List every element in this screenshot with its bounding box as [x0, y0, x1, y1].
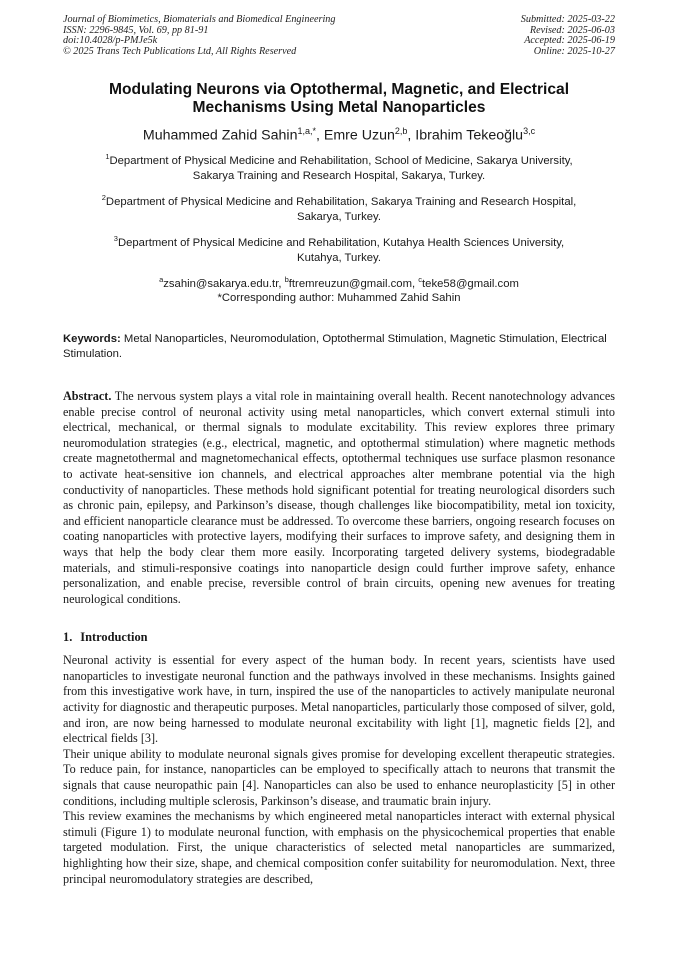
journal-copyright: © 2025 Trans Tech Publications Ltd, All Rights Reserved — [63, 45, 297, 57]
body-paragraph: Neuronal activity is essential for every aspect of the human body. In recent years, scientists have used nanoparticles to investigate neuronal function and the pathways involved in these mechanisms. Insights gained from this investigative work have, in turn, inspired the use of the nanoparticles to actively manipulate neuronal activity for diagnostic and therapeutic purposes. Metal nanoparticles, particularly those composed of silver, gold, and iron, are now being harnessed to modulate neuronal excitability with light [1], magnetic fields [2], and electrical fields [3]. — [63, 653, 615, 746]
journal-doi: doi:10.4028/p-PMJe5k — [63, 35, 158, 47]
affiliation-item — [63, 190, 615, 225]
email-link[interactable]: teke58@gmail.com — [422, 277, 519, 290]
affiliation-number: 3 — [113, 234, 118, 244]
section-number: 1. — [63, 630, 73, 645]
author-list — [63, 122, 615, 145]
body-paragraph: Their unique ability to modulate neuronal signals gives promise for developing excellent therapeutic strategies. To reduce pain, for instance, nanoparticles can be employed to specifically attach to neurons that transmit the signals that cause neuropathic pain [4]. Nanoparticles can also be used to enhance neuroplasticity [5] in other conditions, including multiple sclerosis, Parkinson’s disease, and traumatic brain injury. — [63, 746, 615, 808]
keywords — [63, 332, 615, 362]
affiliation-line: Sakarya Training and Research Hospital, Sakarya, Turkey. — [192, 170, 486, 183]
body-paragraph: This review examines the mechanisms by which engineered metal nanoparticles interact with external physical stimuli (Figure 1) to modulate neuronal function, with emphasis on the physicochemical properties that enable targeted modulation. First, the unique characteristics of selected metal nanoparticles are summarized, highlighting how their size, shape, and chemical composition confer suitability for neuromodulation. Next, three principal neuromodulatory strategies are described, — [63, 809, 615, 886]
journal-issn: ISSN: 2296-9845, Vol. 69, pp 81-91 — [63, 24, 209, 36]
author-affiliation-marker: 3,c — [523, 126, 536, 137]
section-title: Introduction — [80, 630, 148, 645]
affiliation-list — [63, 149, 615, 267]
corresponding-author: *Corresponding author: Muhammed Zahid Sahin — [217, 291, 461, 304]
paper-title — [63, 81, 615, 116]
affiliation-item — [63, 231, 615, 266]
affiliation-number: 1 — [105, 152, 110, 162]
abstract — [63, 389, 615, 607]
affiliation-number: 2 — [101, 193, 106, 203]
journal-name: Journal of Biomimetics, Biomaterials and Biomedical Engineering — [63, 14, 336, 25]
author-name: Emre Uzun — [323, 128, 395, 145]
date-submitted: Submitted: 2025-03-22 — [520, 14, 615, 25]
author-name: Muhammed Zahid Sahin — [142, 128, 298, 145]
author-name: Ibrahim Tekeoğlu — [415, 128, 524, 145]
section-heading — [63, 630, 615, 645]
contact-emails — [63, 273, 615, 306]
affiliation-line: Department of Physical Medicine and Rehabilitation, Sakarya Training and Research Hospital, — [105, 196, 577, 209]
keywords-label: Keywords: — [63, 333, 121, 346]
affiliation-line: Department of Physical Medicine and Rehabilitation, Kutahya Health Sciences University, — [117, 237, 565, 250]
email-marker: b — [284, 274, 289, 284]
email-marker: a — [159, 274, 164, 284]
email-link[interactable]: zsahin@sakarya.edu.tr, — [163, 277, 285, 290]
title-line-2: Mechanisms Using Metal Nanoparticles — [192, 98, 486, 116]
email-link[interactable]: ftremreuzun@gmail.com, — [288, 277, 419, 290]
title-line-1: Modulating Neurons via Optothermal, Magnetic, and Electrical — [108, 81, 570, 99]
author-separator: , — [407, 128, 416, 145]
journal-header — [63, 15, 615, 57]
abstract-text: The nervous system plays a vital role in maintaining overall health. Recent nanotechnology advances enable precise control of neuronal activity using metal nanoparticles, which convert external stimuli into electrical, mechanical, or thermal signals to modulate excitability. This review explores three primary neuromodulation strategies (e.g., electrical, magnetic, and optothermal stimulation) where magnetic methods create magnetothermal and magnetomechanical effects, optothermal techniques use surface plasmon resonance to activate heat-sensitive ion channels, and electrical approaches alter membrane potential via the high conductivity of nanoparticles. These methods hold significant potential for treating neurological disorders such as chronic pain, epilepsy, and Parkinson’s disease, though challenges like biocompatibility, metal ion toxicity, and efficient nanoparticle clearance must be addressed. To overcome these barriers, ongoing research focuses on coating nanoparticles with protective layers, modifying their surfaces to improve safety, and designing them in ways that help the body clear them more easily. Incorporating targeted delivery systems, biodegradable materials, and stimuli-responsive coatings into nanoparticle design could further improve safety, enhance personalization, and enable precise, reversible control of brain circuits, opening new avenues for treating neurological conditions. — [63, 388, 615, 606]
email-marker: c — [418, 274, 423, 284]
author-affiliation-marker: 1,a,* — [297, 126, 316, 137]
author-affiliation-marker: 2,b — [394, 126, 408, 137]
date-online: Online: 2025-10-27 — [533, 45, 615, 57]
affiliation-item — [63, 149, 615, 184]
publication-dates — [521, 15, 615, 57]
affiliation-line: Sakarya, Turkey. — [297, 211, 381, 224]
affiliation-line: Department of Physical Medicine and Rehabilitation, School of Medicine, Sakarya University, — [109, 154, 573, 167]
date-accepted: Accepted: 2025-06-19 — [524, 35, 615, 47]
journal-info — [63, 15, 335, 57]
keywords-text: Metal Nanoparticles, Neuromodulation, Optothermal Stimulation, Magnetic Stimulation, Electrical Stimulation. — [63, 333, 607, 361]
abstract-label: Abstract. — [63, 388, 112, 403]
email-line — [63, 273, 615, 291]
author-separator: , — [316, 128, 324, 145]
date-revised: Revised: 2025-06-03 — [529, 24, 615, 36]
affiliation-line: Kutahya, Turkey. — [297, 252, 381, 265]
